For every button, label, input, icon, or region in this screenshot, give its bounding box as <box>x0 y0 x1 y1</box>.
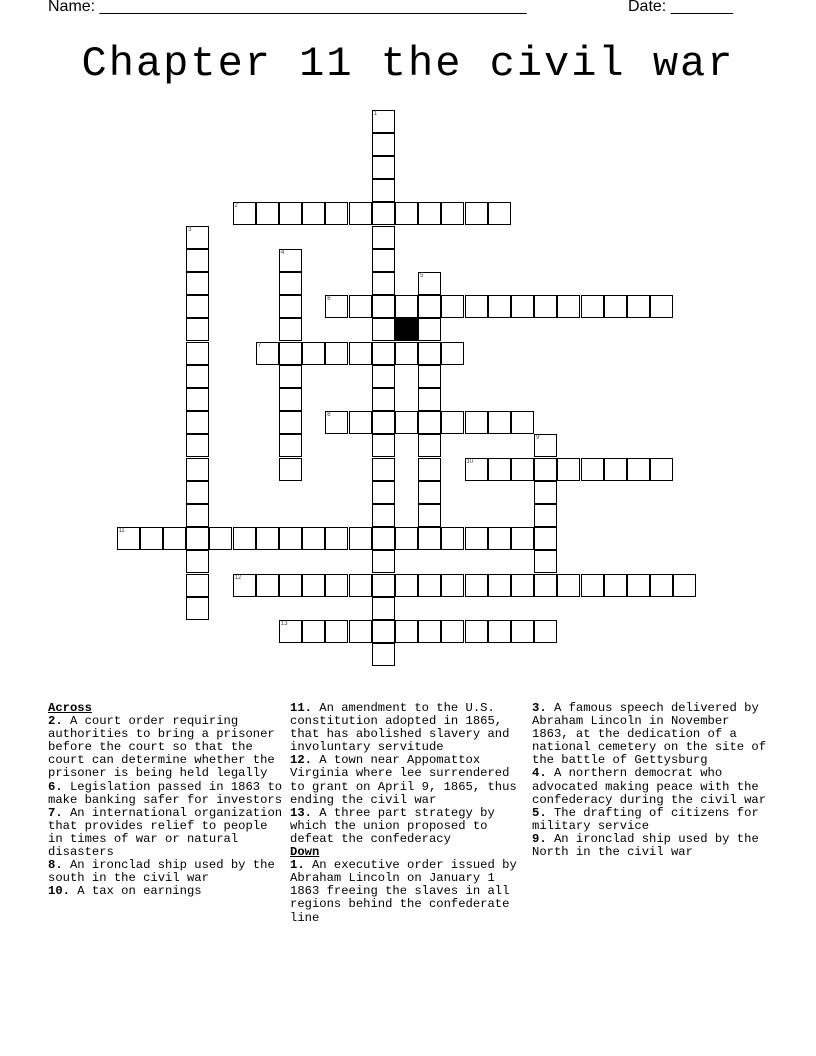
grid-cell[interactable] <box>418 504 441 527</box>
grid-cell[interactable] <box>279 202 302 225</box>
grid-cell[interactable] <box>418 481 441 504</box>
grid-cell[interactable] <box>557 458 580 481</box>
grid-cell[interactable] <box>650 458 673 481</box>
grid-cell[interactable] <box>186 226 209 249</box>
grid-cell[interactable] <box>627 295 650 318</box>
grid-cell[interactable] <box>256 527 279 550</box>
clue-across-7 <box>48 807 286 859</box>
grid-cell[interactable] <box>581 295 604 318</box>
clue-number: 6. <box>48 779 63 794</box>
clue-number: 11. <box>290 701 312 715</box>
clue-number: 8. <box>48 858 63 873</box>
grid-cell[interactable] <box>302 574 325 597</box>
cell-number: 13 <box>280 620 288 627</box>
grid-cell[interactable] <box>488 574 511 597</box>
clue-text: An ironclad ship used by the North in the civil war <box>532 831 759 860</box>
grid-cell[interactable] <box>372 202 395 225</box>
clue-number: 12. <box>290 753 312 768</box>
grid-cell[interactable] <box>372 527 395 550</box>
grid-cell[interactable] <box>418 458 441 481</box>
grid-cell[interactable] <box>325 411 348 434</box>
grid-cell[interactable] <box>441 411 464 434</box>
clue-number: 1. <box>290 858 305 873</box>
grid-cell[interactable] <box>650 574 673 597</box>
grid-cell[interactable] <box>534 458 557 481</box>
grid-cell[interactable] <box>488 411 511 434</box>
clue-down-3 <box>532 702 768 767</box>
clue-text: A tax on earnings <box>77 884 202 899</box>
grid-cell[interactable] <box>349 202 372 225</box>
grid-cell[interactable] <box>673 574 696 597</box>
grid-cell[interactable] <box>372 411 395 434</box>
clue-across-2 <box>48 715 286 780</box>
cell-number: 8 <box>327 412 331 419</box>
cell-number: 3 <box>188 226 192 233</box>
grid-cell[interactable] <box>465 527 488 550</box>
clue-number: 5. <box>532 805 547 820</box>
clue-across-13 <box>290 807 528 846</box>
grid-cell[interactable] <box>256 574 279 597</box>
grid-cell[interactable] <box>372 179 395 202</box>
grid-cell[interactable] <box>441 202 464 225</box>
clue-number: 7. <box>48 805 63 820</box>
clue-across-6 <box>48 781 286 807</box>
grid-cell[interactable] <box>209 527 232 550</box>
grid-cell[interactable] <box>279 434 302 457</box>
clue-across-8 <box>48 859 286 885</box>
grid-cell[interactable] <box>302 202 325 225</box>
clue-text: The drafting of citizens for military service <box>532 805 759 833</box>
grid-cell[interactable] <box>441 295 464 318</box>
grid-cell[interactable] <box>650 295 673 318</box>
grid-cell[interactable] <box>627 458 650 481</box>
grid-cell[interactable] <box>534 481 557 504</box>
grid-cell[interactable] <box>511 411 534 434</box>
grid-cell[interactable] <box>325 527 348 550</box>
grid-cell[interactable] <box>534 295 557 318</box>
grid-cell[interactable] <box>186 411 209 434</box>
date-field-label[interactable]: Date: _______ <box>628 0 733 15</box>
grid-cell[interactable] <box>418 295 441 318</box>
grid-cell[interactable] <box>488 620 511 643</box>
clue-number: 4. <box>532 766 547 781</box>
grid-cell[interactable] <box>395 411 418 434</box>
grid-cell[interactable] <box>325 574 348 597</box>
grid-cell[interactable] <box>418 202 441 225</box>
clue-down-5 <box>532 807 768 833</box>
down-heading: Down <box>290 845 320 860</box>
grid-cell[interactable] <box>557 574 580 597</box>
clue-across-10 <box>48 885 286 898</box>
grid-cell[interactable] <box>372 342 395 365</box>
cell-number: 11 <box>118 528 125 535</box>
cell-number: 9 <box>536 435 540 442</box>
grid-cell[interactable] <box>604 458 627 481</box>
clue-text: A northern democrat who advocated making peace with the confederacy during the civil war <box>532 766 767 807</box>
clue-number: 3. <box>532 701 547 715</box>
grid-cell[interactable] <box>395 295 418 318</box>
grid-cell[interactable] <box>488 527 511 550</box>
clue-number: 10. <box>48 884 70 899</box>
grid-cell[interactable] <box>186 481 209 504</box>
grid-cell[interactable] <box>465 202 488 225</box>
grid-cell[interactable] <box>511 295 534 318</box>
grid-cell[interactable] <box>186 295 209 318</box>
grid-cell[interactable] <box>465 574 488 597</box>
grid-cell[interactable] <box>186 388 209 411</box>
grid-cell[interactable] <box>279 411 302 434</box>
grid-cell[interactable] <box>372 620 395 643</box>
grid-cell[interactable] <box>186 504 209 527</box>
grid-cell[interactable] <box>186 597 209 620</box>
grid-cell[interactable] <box>349 411 372 434</box>
grid-cell[interactable] <box>534 434 557 457</box>
clue-across-12 <box>290 754 528 806</box>
cell-number: 2 <box>234 203 238 210</box>
clue-text: A three part strategy by which the union proposed to defeat the confederacy <box>290 805 495 846</box>
grid-cell[interactable] <box>465 458 488 481</box>
grid-cell[interactable] <box>418 388 441 411</box>
clue-text: An ironclad ship used by the south in the civil war <box>48 858 275 886</box>
grid-cell[interactable] <box>372 318 395 341</box>
cell-number: 4 <box>280 249 285 256</box>
cell-number: 5 <box>420 272 424 279</box>
grid-cell[interactable] <box>349 295 372 318</box>
grid-cell[interactable] <box>279 272 302 295</box>
grid-cell[interactable] <box>117 527 140 550</box>
clue-down-1 <box>290 859 528 924</box>
grid-cell[interactable] <box>186 458 209 481</box>
grid-cell[interactable] <box>465 411 488 434</box>
clue-text: A town near Appomattox Virginia where lee surrendered to grant on April 9, 1865, thus ending the civil war <box>290 753 517 807</box>
grid-cell[interactable] <box>418 574 441 597</box>
grid-cell[interactable] <box>372 481 395 504</box>
grid-cell[interactable] <box>511 458 534 481</box>
grid-cell[interactable] <box>325 620 348 643</box>
grid-cell[interactable] <box>349 342 372 365</box>
clue-text: A famous speech delivered by Abraham Lincoln in November 1863, at the dedication of a national cemetery on the site of the battle of Gettysburg <box>532 701 767 768</box>
grid-cell[interactable] <box>395 202 418 225</box>
grid-cell[interactable] <box>186 365 209 388</box>
grid-cell[interactable] <box>488 295 511 318</box>
cell-number: 6 <box>327 296 331 303</box>
cell-number: 7 <box>257 342 262 349</box>
grid-cell[interactable] <box>511 620 534 643</box>
cell-number: 10 <box>466 458 474 465</box>
grid-cell[interactable] <box>418 527 441 550</box>
grid-cell[interactable] <box>325 295 348 318</box>
grid-cell[interactable] <box>372 458 395 481</box>
grid-cell[interactable] <box>279 342 302 365</box>
grid-cell[interactable] <box>163 527 186 550</box>
grid-cell[interactable] <box>604 295 627 318</box>
grid-cell[interactable] <box>372 272 395 295</box>
grid-cell[interactable] <box>349 527 372 550</box>
black-square <box>395 318 418 341</box>
clue-text: An executive order issued by Abraham Lincoln on January 1 1863 freeing the slaves in all regions behind the confederate line <box>290 858 517 925</box>
grid-cell[interactable] <box>233 574 256 597</box>
clue-down-9 <box>532 833 768 859</box>
grid-cell[interactable] <box>534 574 557 597</box>
grid-cell[interactable] <box>418 620 441 643</box>
grid-cell[interactable] <box>441 342 464 365</box>
grid-cell[interactable] <box>511 527 534 550</box>
grid-cell[interactable] <box>372 504 395 527</box>
grid-cell[interactable] <box>302 527 325 550</box>
grid-cell[interactable] <box>534 527 557 550</box>
grid-cell[interactable] <box>279 295 302 318</box>
grid-cell[interactable] <box>441 527 464 550</box>
grid-cell[interactable] <box>349 620 372 643</box>
grid-cell[interactable] <box>488 458 511 481</box>
grid-cell[interactable] <box>372 597 395 620</box>
cell-number: 12 <box>234 574 242 581</box>
grid-cell[interactable] <box>186 550 209 573</box>
grid-cell[interactable] <box>279 388 302 411</box>
grid-cell[interactable] <box>465 295 488 318</box>
clue-number: 13. <box>290 805 312 820</box>
page-title: Chapter 11 the civil war <box>81 40 735 88</box>
grid-cell[interactable] <box>372 365 395 388</box>
grid-cell[interactable] <box>279 458 302 481</box>
grid-cell[interactable] <box>186 574 209 597</box>
grid-cell[interactable] <box>441 574 464 597</box>
grid-cell[interactable] <box>395 620 418 643</box>
grid-cell[interactable] <box>279 620 302 643</box>
grid-cell[interactable] <box>465 620 488 643</box>
grid-cell[interactable] <box>534 620 557 643</box>
grid-cell[interactable] <box>279 318 302 341</box>
grid-cell[interactable] <box>534 504 557 527</box>
across-heading: Across <box>48 701 92 715</box>
grid-cell[interactable] <box>418 365 441 388</box>
grid-cell[interactable] <box>140 527 163 550</box>
grid-cell[interactable] <box>372 550 395 573</box>
grid-cell[interactable] <box>627 574 650 597</box>
grid-cell[interactable] <box>372 434 395 457</box>
grid-cell[interactable] <box>325 342 348 365</box>
grid-cell[interactable] <box>186 527 209 550</box>
grid-cell[interactable] <box>395 342 418 365</box>
grid-cell[interactable] <box>372 110 395 133</box>
grid-cell[interactable] <box>372 226 395 249</box>
grid-cell[interactable] <box>349 574 372 597</box>
clues-column-3 <box>532 702 768 859</box>
grid-cell[interactable] <box>372 156 395 179</box>
clues-column-2 <box>290 702 528 925</box>
grid-cell[interactable] <box>256 342 279 365</box>
clue-text: Legislation passed in 1863 to make banking safer for investors <box>48 779 283 807</box>
clue-across-11 <box>290 702 528 754</box>
grid-cell[interactable] <box>418 411 441 434</box>
grid-cell[interactable] <box>372 574 395 597</box>
clue-down-4 <box>532 767 768 806</box>
grid-cell[interactable] <box>325 202 348 225</box>
grid-cell[interactable] <box>581 574 604 597</box>
clue-text: A court order requiring authorities to bring a prisoner before the court so that the court can determine whether the prisoner is being held legally <box>48 714 275 781</box>
grid-cell[interactable] <box>418 272 441 295</box>
grid-cell[interactable] <box>395 574 418 597</box>
grid-cell[interactable] <box>233 527 256 550</box>
grid-cell[interactable] <box>488 202 511 225</box>
grid-cell[interactable] <box>418 318 441 341</box>
grid-cell[interactable] <box>604 574 627 597</box>
grid-cell[interactable] <box>279 527 302 550</box>
name-field-label[interactable]: Name: ________________________________________________ <box>48 0 527 15</box>
grid-cell[interactable] <box>279 365 302 388</box>
clues-column-1 <box>48 702 286 898</box>
grid-cell[interactable] <box>186 434 209 457</box>
clue-text: An international organization that provides relief to people in times of war or natural disasters <box>48 805 283 860</box>
grid-cell[interactable] <box>233 202 256 225</box>
cell-number: 1 <box>373 110 378 117</box>
grid-cell[interactable] <box>372 643 395 666</box>
grid-cell[interactable] <box>302 620 325 643</box>
grid-cell[interactable] <box>441 620 464 643</box>
clue-number: 9. <box>532 831 547 846</box>
grid-cell[interactable] <box>372 133 395 156</box>
grid-cell[interactable] <box>557 295 580 318</box>
grid-cell[interactable] <box>186 318 209 341</box>
clue-text: An amendment to the U.S. constitution adopted in 1865, that has abolished slavery and involuntary servitude <box>290 701 510 755</box>
grid-cell[interactable] <box>418 434 441 457</box>
grid-cell[interactable] <box>395 527 418 550</box>
clue-number: 2. <box>48 714 63 729</box>
grid-cell[interactable] <box>581 458 604 481</box>
grid-cell[interactable] <box>418 342 441 365</box>
grid-cell[interactable] <box>511 574 534 597</box>
grid-cell[interactable] <box>372 295 395 318</box>
grid-cell[interactable] <box>372 388 395 411</box>
grid-cell[interactable] <box>302 342 325 365</box>
grid-cell[interactable] <box>186 272 209 295</box>
grid-cell[interactable] <box>279 249 302 272</box>
grid-cell[interactable] <box>186 249 209 272</box>
grid-cell[interactable] <box>372 249 395 272</box>
grid-cell[interactable] <box>279 574 302 597</box>
grid-cell[interactable] <box>256 202 279 225</box>
grid-cell[interactable] <box>186 342 209 365</box>
grid-cell[interactable] <box>534 550 557 573</box>
